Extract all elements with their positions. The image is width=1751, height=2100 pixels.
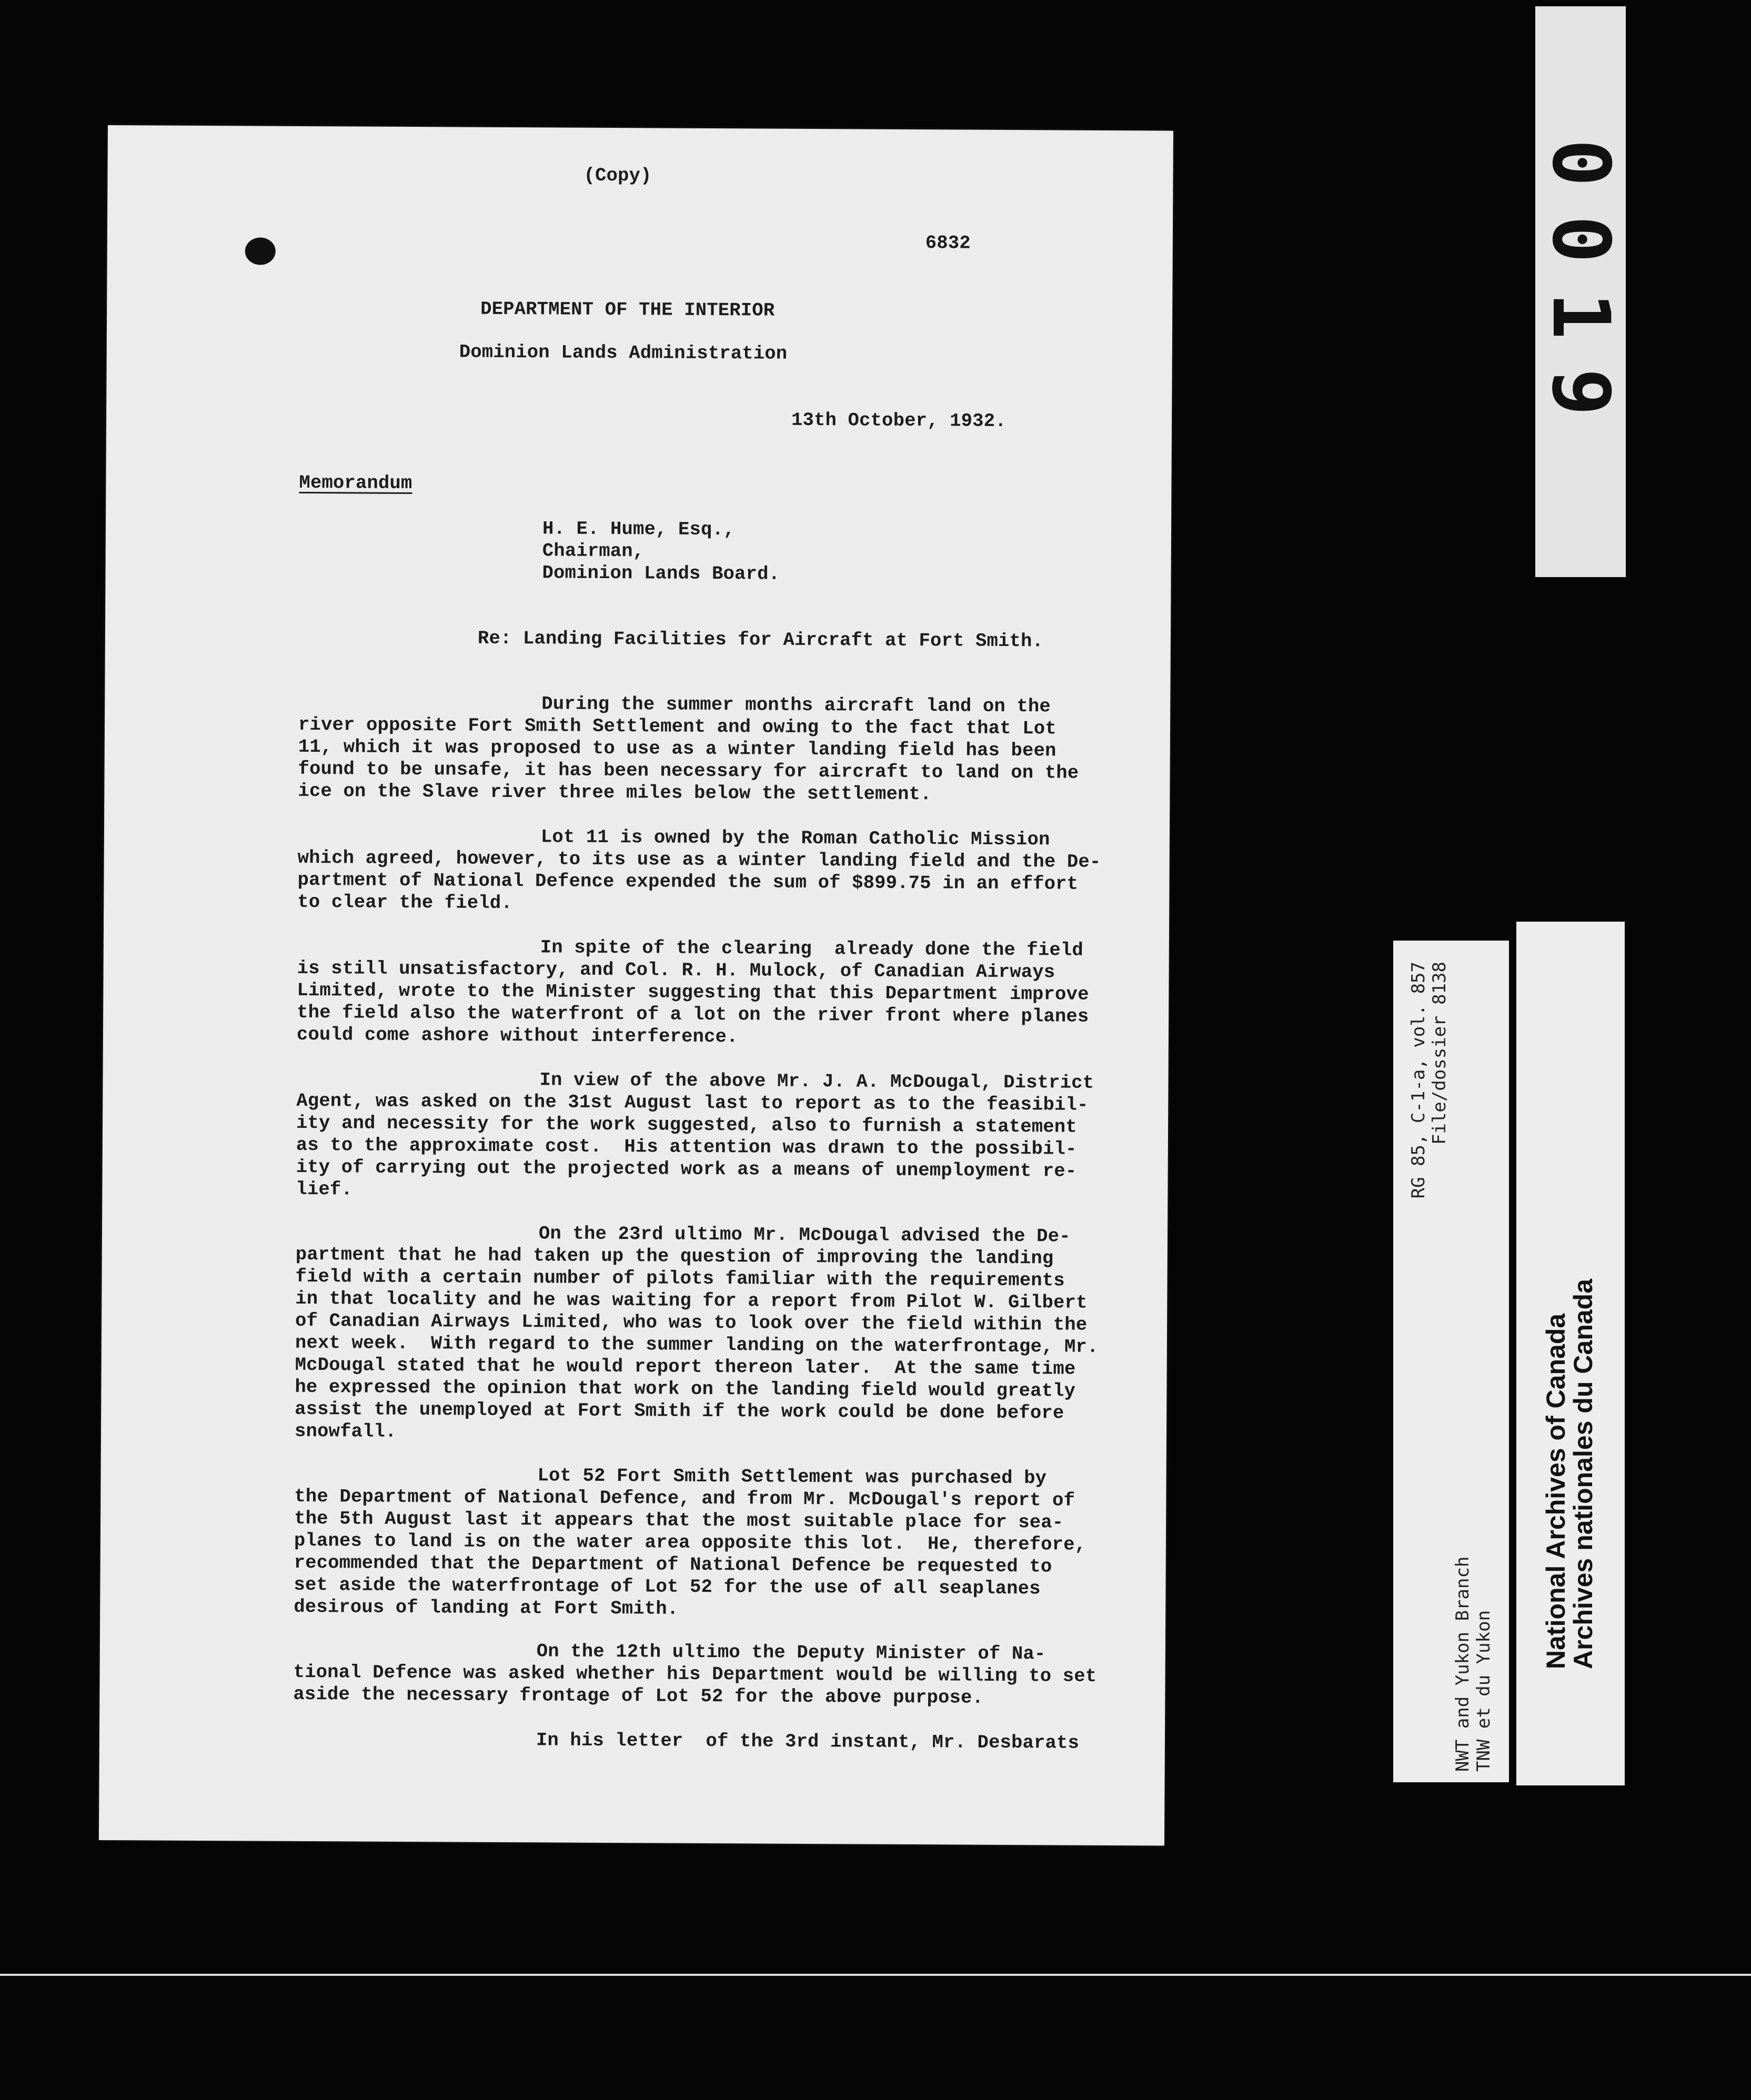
body-line: the field also the waterfront of a lot on the river front where planes (297, 1001, 1089, 1027)
file-reference-strip (1393, 941, 1509, 1782)
body-line: In his letter of the 3rd instant, Mr. Desbarats (536, 1729, 1080, 1754)
body-line: ity of carrying out the projected work as a means of unemployment re- (296, 1156, 1077, 1182)
body-line: Lot 52 Fort Smith Settlement was purchased by (537, 1465, 1047, 1489)
body-line: partment that he had taken up the question of improving the landing (295, 1243, 1054, 1269)
body-line: he expressed the opinion that work on the landing field would greatly (295, 1376, 1076, 1402)
body-line: McDougal stated that he would report thereon later. At the same time (295, 1354, 1076, 1380)
recipient-name: H. E. Hume, Esq., (542, 518, 735, 541)
archives-name-french: Archives nationales du Canada (1568, 1279, 1598, 1669)
body-line: could come ashore without interference. (296, 1023, 738, 1048)
frame-number-label (1535, 6, 1626, 577)
punch-hole (245, 237, 276, 265)
frame-number: 0019 (1535, 138, 1626, 445)
body-line: set aside the waterfrontage of Lot 52 for the use of all seaplanes (294, 1573, 1041, 1600)
body-line: During the summer months aircraft land on the (541, 693, 1051, 718)
body-line: the Department of National Defence, and from Mr. McDougal's report of (294, 1485, 1075, 1511)
film-edge-line (0, 1974, 1751, 1976)
administration-heading: Dominion Lands Administration (459, 341, 788, 365)
body-line: the 5th August last it appears that the most suitable place for sea- (294, 1507, 1064, 1533)
body-line: which agreed, however, to its use as a winter landing field and the De- (297, 846, 1101, 873)
body-line: ity and necessity for the work suggested, also to furnish a statement (296, 1112, 1077, 1138)
body-line: to clear the field. (297, 891, 512, 914)
file-reference-line: File/dossier 8138 (1429, 962, 1450, 1145)
body-line: In spite of the clearing already done the field (540, 936, 1084, 961)
recipient-board: Dominion Lands Board. (542, 562, 780, 585)
body-line: aside the necessary frontage of Lot 52 for the above purpose. (293, 1683, 984, 1709)
body-line: field with a certain number of pilots familiar with the requirements (295, 1265, 1065, 1291)
body-line: river opposite Fort Smith Settlement and owing to the fact that Lot (298, 713, 1056, 740)
body-line: In view of the above Mr. J. A. McDougal, District (539, 1069, 1094, 1094)
body-line: desirous of landing at Fort Smith. (294, 1596, 679, 1620)
body-line: Limited, wrote to the Minister suggesting that this Department improve (297, 979, 1089, 1005)
body-line: Agent, was asked on the 31st August last to report as to the feasibil- (296, 1089, 1089, 1116)
body-line: On the 23rd ultimo Mr. McDougal advised the De- (538, 1223, 1071, 1247)
body-line: partment of National Defence expended the sum of $899.75 in an effort (297, 869, 1079, 895)
recipient-title: Chairman, (542, 540, 645, 562)
branch-line: TNW et du Yukon (1473, 1610, 1494, 1772)
body-line: ice on the Slave river three miles below the settlement. (298, 780, 932, 805)
file-reference-line: RG 85, C-1-a, vol. 857 (1408, 962, 1429, 1199)
archives-strip (1516, 922, 1625, 1785)
memo-date: 13th October, 1932. (791, 409, 1007, 432)
branch-line: NWT and Yukon Branch (1452, 1556, 1473, 1772)
body-line: in that locality and he was waiting for a report from Pilot W. Gilbert (295, 1287, 1088, 1314)
archives-name-english: National Archives of Canada (1541, 1313, 1571, 1669)
body-line: planes to land is on the water area opposite this lot. He, therefore, (294, 1529, 1086, 1556)
body-line: recommended that the Department of National Defence be requested to (294, 1551, 1052, 1578)
body-line: Lot 11 is owned by the Roman Catholic Mission (540, 826, 1050, 851)
body-line: lief. (296, 1178, 353, 1200)
body-line: 11, which it was proposed to use as a winter landing field has been (298, 735, 1056, 762)
body-line: assist the unemployed at Fort Smith if the work could be done before (295, 1398, 1064, 1424)
copy-mark: (Copy) (583, 164, 652, 187)
document-number: 6832 (925, 232, 971, 254)
memo-page (99, 125, 1173, 1846)
body-line: On the 12th ultimo the Deputy Minister of Na- (536, 1640, 1046, 1665)
body-line: is still unsatisfactory, and Col. R. H. Mulock, of Canadian Airways (297, 957, 1055, 983)
body-line: next week. With regard to the summer landing on the waterfrontage, Mr. (295, 1331, 1099, 1358)
memo-subject: Re: Landing Facilities for Aircraft at Fort Smith. (477, 627, 1044, 652)
body-line: of Canadian Airways Limited, who was to look over the field within the (295, 1309, 1088, 1336)
body-line: tional Defence was asked whether his Department would be willing to set (293, 1661, 1097, 1687)
body-line: as to the approximate cost. His attention was drawn to the possibil- (296, 1134, 1077, 1160)
body-line: found to be unsafe, it has been necessary for aircraft to land on the (298, 758, 1079, 784)
memo-type-label: Memorandum (299, 471, 412, 494)
body-line: snowfall. (294, 1420, 397, 1442)
department-heading: DEPARTMENT OF THE INTERIOR (480, 298, 775, 321)
